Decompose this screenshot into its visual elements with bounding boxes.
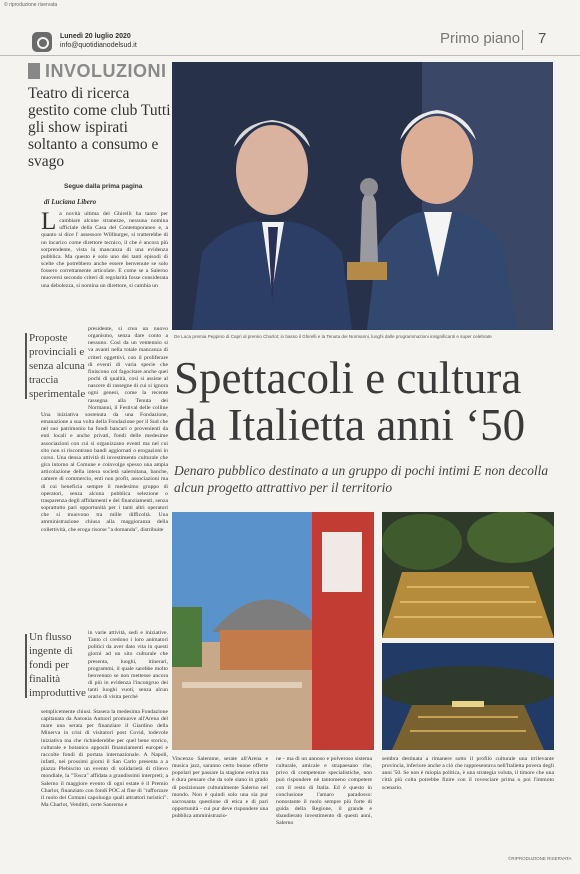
kicker-label: INVOLUZIONI bbox=[45, 61, 167, 81]
byline: di Luciana Libero bbox=[44, 198, 97, 206]
main-photo-illustration bbox=[172, 62, 553, 330]
subheadline: Denaro pubblico destinato a un gruppo di pochi intimi E non decolla alcun progetto attrattivo per il territorio bbox=[174, 463, 549, 495]
main-photo bbox=[172, 62, 553, 330]
tenuta-normanni-photo bbox=[382, 512, 554, 638]
rights-notice: © riproduzione riservata bbox=[4, 2, 58, 8]
secondary-headline: Teatro di ricerca gestito come club Tutti gli show ispirati soltanto a consumo e svago bbox=[28, 85, 171, 170]
continued-label: Segue dalla prima pagina bbox=[64, 183, 143, 190]
article-column-3: ne - ma di un annoso e polveroso sistema culturale, amicale e strapaesano che, privo di competenze specialistiche, non può rispondere nè tantomeno competere con il resto di Italia. Ed è questo in conclusione l'amaro paradosso: nonostante il ruolo sempre più forte di guida della Regione, il grande e sbandierato investimento di questi anni, Salerno bbox=[276, 756, 372, 827]
article-column-1-body: Una iniziativa sostenuta da una Fondazione, emanazione a sua volta della Fondazione per il Sud che nel suo patrimonio ha fondi bancari o provenienti da enti locali e anche privati, fondi delle medesime associazioni con cui si organizzano eventi ma nel cui sito non si riscontrano bandi aggiornati o erogazioni in corso. Una densa attività di investimento culturale che gira intorno al Comune e coinvolge spesso una ampia articolazione della intera società salernitana, banche, camere di commercio, enti non profit, associazioni ma di cui beneficia sempre il medesimo gruppo di operatori, senza alcuna pubblica selezione o trasparenza degli affidamenti e dei finanziamenti, senza soprattutto pari opportunità per i tanti altri operatori che si muovono tra mille difficoltà. Una amministrazione chiusa alla maggioranza della collettività, che eroga risorse "a domanda", distribuite bbox=[41, 412, 168, 533]
page-number: 7 bbox=[538, 30, 547, 47]
newspaper-logo-icon bbox=[32, 32, 52, 52]
main-headline: Spettacoli e cultura da Italietta anni ‘50 bbox=[174, 353, 526, 450]
pull-quote-bar bbox=[25, 634, 27, 698]
night-illustration bbox=[382, 643, 554, 750]
pull-quote-1: Proposte provinciali e senza alcuna traccia sperimentale bbox=[29, 332, 86, 400]
section-title: Primo piano bbox=[440, 30, 521, 47]
article-column-1-narrow-2: in varie attività, sedi e iniziative. Tanto ci credono i loro animatori politici da aver dato vita in questi giorni ad un sito culturale che presenta, luoghi, itinerari, programmi, il quale sarebbe molto benvenuto se non mettesse ancora di più in evidenza l'incongruo dei tanti luoghi vuoti, senza alcun orario di visita perché bbox=[88, 630, 168, 701]
tenuta-illustration bbox=[382, 512, 554, 638]
kicker-square-icon bbox=[28, 63, 40, 79]
article-text: a novità ultima del Ghirelli ha tanto per cambiare alcune stranezze, nessuna nomina ufficiale della Casa del Contemporaneo e, a quanto si dice l' assessore Willburger, si tratterebbe di un incarico come direttore tecnico, il che è ancora più sorprendente, vista la mancanza di una evidenza pubblica. Ma questo è solo uno dei tanti episodi di scelte che potrebbero anche essere benvenute se solo fossero correttamente articolate. E come se a Salerno muoversi secondo criteri di regolarità fosse considerata una debolezza, si nomina un direttore, si cambia un bbox=[41, 211, 168, 289]
amphitheatre-night-photo bbox=[382, 643, 554, 750]
ghirelli-theatre-photo bbox=[172, 512, 374, 750]
article-column-2: Vincenzo Salemme, serate all'Arena e musica jazz, saranno certo buone offerte popolari per passare la stagione estiva ma è dura pensare che da sole siano in grado di posizionare culturalmente Salerno nel mondo. Non è quindi solo una sia pur sacrosanta questione di etica e di pari opportunità - cui pur deve rispondere una pubblica amministrazio- bbox=[172, 756, 268, 820]
pull-quote-2: Un flusso ingente di fondi per finalità improduttive bbox=[29, 631, 86, 699]
header-rule bbox=[0, 55, 580, 56]
issue-date: Lunedì 20 luglio 2020 bbox=[60, 33, 131, 40]
copyright-credit: ©RIPRODUZIONE RISERVATA bbox=[508, 856, 572, 861]
dropcap: L bbox=[41, 211, 57, 235]
ghirelli-illustration bbox=[172, 512, 374, 750]
article-column-1-end: semplicemente chiusi. Stasera la medesima Fondazione capitanata da Antonia Autuori promuove all'Arena del mare una serata per finanziare il Giardino della Minerva in crisi di visitatori post Covid, lodevole iniziativa ma che richiederebbe per quel bene storico, culturale e botanico appositi finanziamenti europei e raccolte fondi di portata internazionale. A Napoli, infatti, nei prossimi giorni il San Carlo presenta a a piazza Plebiscito un evento di solidarietà di rilievo mondiale, la "Tosca" affidata a grandissimi interpreti; a Salerno il maggiore evento di ogni estate è il Premio Charlot, finanziato con fondi POC al fine di "rafforzare il ruolo dei Comuni capoluogo quali attrattori turistici". Ma Charlot, Venditti, certe Sanremo e bbox=[41, 709, 168, 809]
header-divider bbox=[522, 30, 523, 50]
pull-quote-bar bbox=[25, 333, 27, 399]
contact-email: info@quotidianodelsud.it bbox=[60, 42, 137, 49]
article-column-1-lead bbox=[41, 211, 168, 329]
article-column-1-narrow: presidente, si crea un nuovo organismo, senza dare conto a nessuno. Così da un ventennio si va avanti nella totale mancanza di criteri oggettivi, con il proliferare di eventi di varia specie che finiscono col fagocitare anche quei pochi di qualità, così si assiste al nascere di rassegne di cui si ignora ogni genesi, come la recente rassegna alla Tenuta dei Normanni, il Festival delle colline bbox=[88, 326, 168, 411]
article-column-4: sembra destinata a rimanere sotto il profilo culturale una irrilevante provincia, inferiore anche a ciò che rappresentava nell'Italietta povera degli anni '50. Se non è miopia politica, è una strategia voluta, il timore che una città più colta potrebbe finire con il rovesciare prima o poi l'immoto scenario. bbox=[382, 756, 554, 791]
photo-caption: De Luca premia Peppino di Capri al premio Charlot; in basso il Ghirelli e la Tenuta dei Normanni, luoghi dalle programmazioni insignificanti e super celebrate bbox=[174, 334, 492, 339]
